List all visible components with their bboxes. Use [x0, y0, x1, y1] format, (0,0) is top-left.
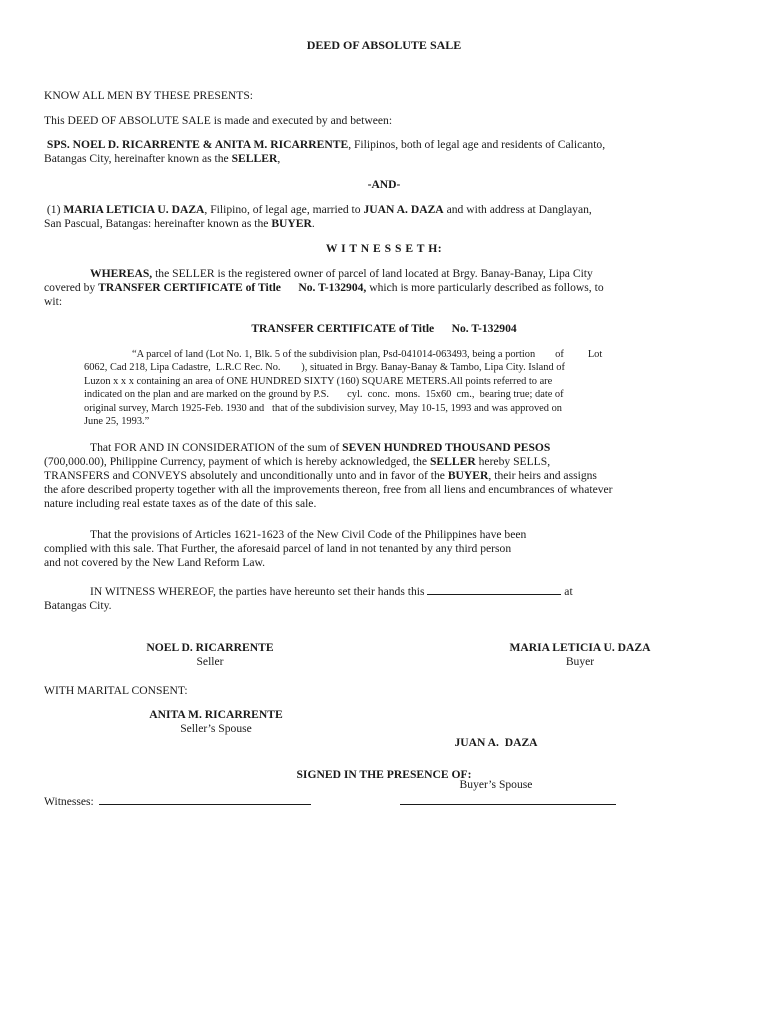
buyer-spouse-signature-name: JUAN A. DAZA	[454, 736, 538, 749]
intro-line: This DEED OF ABSOLUTE SALE is made and executed by and between:	[44, 114, 393, 127]
seller-spouse-signature-role: Seller’s Spouse	[180, 722, 252, 735]
witnesses-row	[44, 794, 616, 809]
tct-heading: TRANSFER CERTIFICATE of Title No. T-132904	[251, 322, 517, 335]
property-description: “A parcel of land (Lot No. 1, Blk. 5 of the subdivision plan, Psd-041014-063493, being a portion of Lot 6062, Cad 218, Lipa Cadastre, L.R.C Rec. No. ), situated in Brgy. Banay-Banay & Tambo, Lipa City. Island of Luzon x x x containing an area of ONE HUNDRED SIXTY (160) SQUARE METERS.All points referred to are indicated on the plan and are marked on the ground by P.S. cyl. conc. mons. 15x60 cm., bearing true; date of original survey, March 1925-Feb. 1930 and that of the subdivision survey, May 10-15, 1993 and was approved on June 25, 1993.”	[84, 349, 603, 428]
provisions-paragraph: That the provisions of Articles 1621-1623 of the New Civil Code of the Philippines have been complied with this sale. That Further, the aforesaid parcel of land in not tenanted by any third person and not covered by the New Land Reform Law.	[44, 528, 527, 569]
witness-1-signature-line	[99, 794, 311, 805]
witnesseth-heading: W I T N E S S E T H:	[325, 242, 443, 255]
seller-spouse-signature-name: ANITA M. RICARRENTE	[149, 708, 283, 721]
whereas-paragraph: WHEREAS, the SELLER is the registered owner of parcel of land located at Brgy. Banay-Banay, Lipa City covered by TRANSFER CERTIFICATE of Title No. T-132904, which is more particularly described as follows, to wit:	[44, 267, 604, 308]
signed-presence-heading: SIGNED IN THE PRESENCE OF:	[296, 768, 472, 781]
seller-spouse-signature-block	[116, 708, 316, 736]
buyer-spouse-signature-role: Buyer’s Spouse	[459, 778, 533, 791]
seller-names: SPS. NOEL D. RICARRENTE & ANITA M. RICARRENTE	[46, 138, 349, 151]
witness-whereof-paragraph: IN WITNESS WHEREOF, the parties have hereunto set their hands this at Batangas City.	[44, 585, 573, 612]
seller-signature-name: NOEL D. RICARRENTE	[146, 641, 274, 654]
date-blank-line	[427, 584, 561, 595]
seller-signature-block	[110, 641, 310, 669]
buyer-term: BUYER	[271, 217, 312, 230]
witness-2-signature-line	[400, 794, 616, 805]
witnesses-label: Witnesses:	[44, 795, 94, 808]
know-all-line: KNOW ALL MEN BY THESE PRESENTS:	[44, 89, 254, 102]
seller-signature-role: Seller	[196, 655, 224, 668]
whereas-word: WHEREAS,	[90, 267, 153, 280]
buyer-signature-block	[470, 641, 690, 669]
buyer-spouse-name: JUAN A. DAZA	[363, 203, 444, 216]
seller-term: SELLER	[231, 152, 278, 165]
marital-consent-label: WITH MARITAL CONSENT:	[44, 684, 188, 697]
consideration-paragraph: That FOR AND IN CONSIDERATION of the sum of SEVEN HUNDRED THOUSAND PESOS (700,000.00), Philippine Currency, payment of which is hereby acknowledged, the SELLER hereby SELLS, TRANSFERS and CONVEYS absolutely and unconditionally unto and in favor of the BUYER, their heirs and assigns the afore described property together with all the improvements thereon, free from all liens and encumbrances of whatever nature including real estate taxes as of the date of this sale.	[44, 441, 613, 510]
document-title: DEED OF ABSOLUTE SALE	[306, 38, 462, 52]
buyer-name: MARIA LETICIA U. DAZA	[63, 203, 205, 216]
buyer-signature-name: MARIA LETICIA U. DAZA	[509, 641, 651, 654]
buyer-signature-role: Buyer	[565, 655, 595, 668]
and-separator: -AND-	[367, 178, 401, 191]
buyer-paragraph: (1) MARIA LETICIA U. DAZA, Filipino, of legal age, married to JUAN A. DAZA and with address at Danglayan, San Pascual, Batangas: hereinafter known as the BUYER.	[44, 203, 592, 230]
seller-paragraph: SPS. NOEL D. RICARRENTE & ANITA M. RICARRENTE, Filipinos, both of legal age and residents of Calicanto, Batangas City, hereinafter known as the SELLER,	[44, 138, 606, 165]
consideration-amount: SEVEN HUNDRED THOUSAND PESOS	[342, 441, 551, 454]
